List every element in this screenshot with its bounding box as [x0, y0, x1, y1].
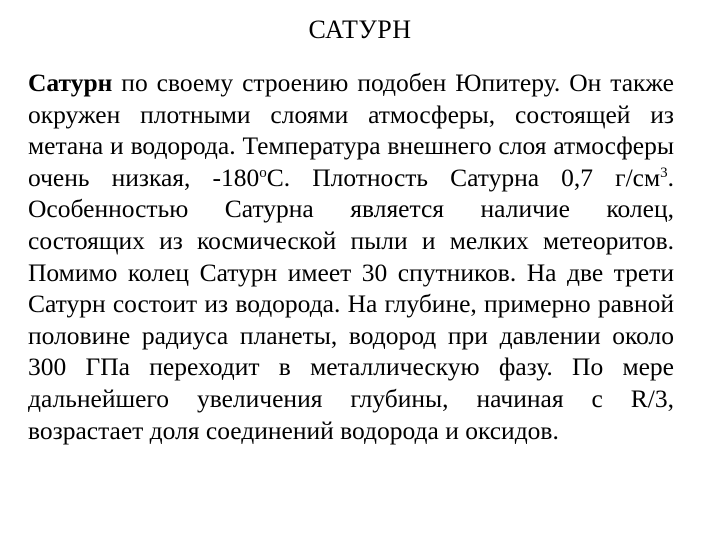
cubic-superscript: 3	[660, 164, 668, 181]
degree-superscript: o	[259, 164, 267, 181]
bold-lead-word: Сатурн	[28, 68, 113, 97]
paragraph-part-2: С. Плотность Сатурна 0,7 г/см	[266, 162, 661, 192]
paragraph-part-1: по своему строению подобен Юпитеру. Он также окружен плотными слоями атмосферы, состоящей из метана и водорода. Температура внешнего слоя атмосферы очень низкая, -180	[28, 68, 674, 192]
slide-title: САТУРН	[308, 15, 412, 44]
paragraph-part-3: . Особенностью Сатурна является наличие колец, состоящих из космической пыли и мелких метеоритов. Помимо колец Сатурн имеет 30 спутников. На две трети Сатурн состоит из водорода. На глубине, примерно равной половине радиуса планеты, водород при давлении около 300 ГПа переходит в металлическую фазу. По мере дальнейшего увеличения глубины, начиная с R/3, возрастает доля соединений водорода и оксидов.	[28, 162, 674, 445]
body-paragraph	[28, 67, 674, 446]
